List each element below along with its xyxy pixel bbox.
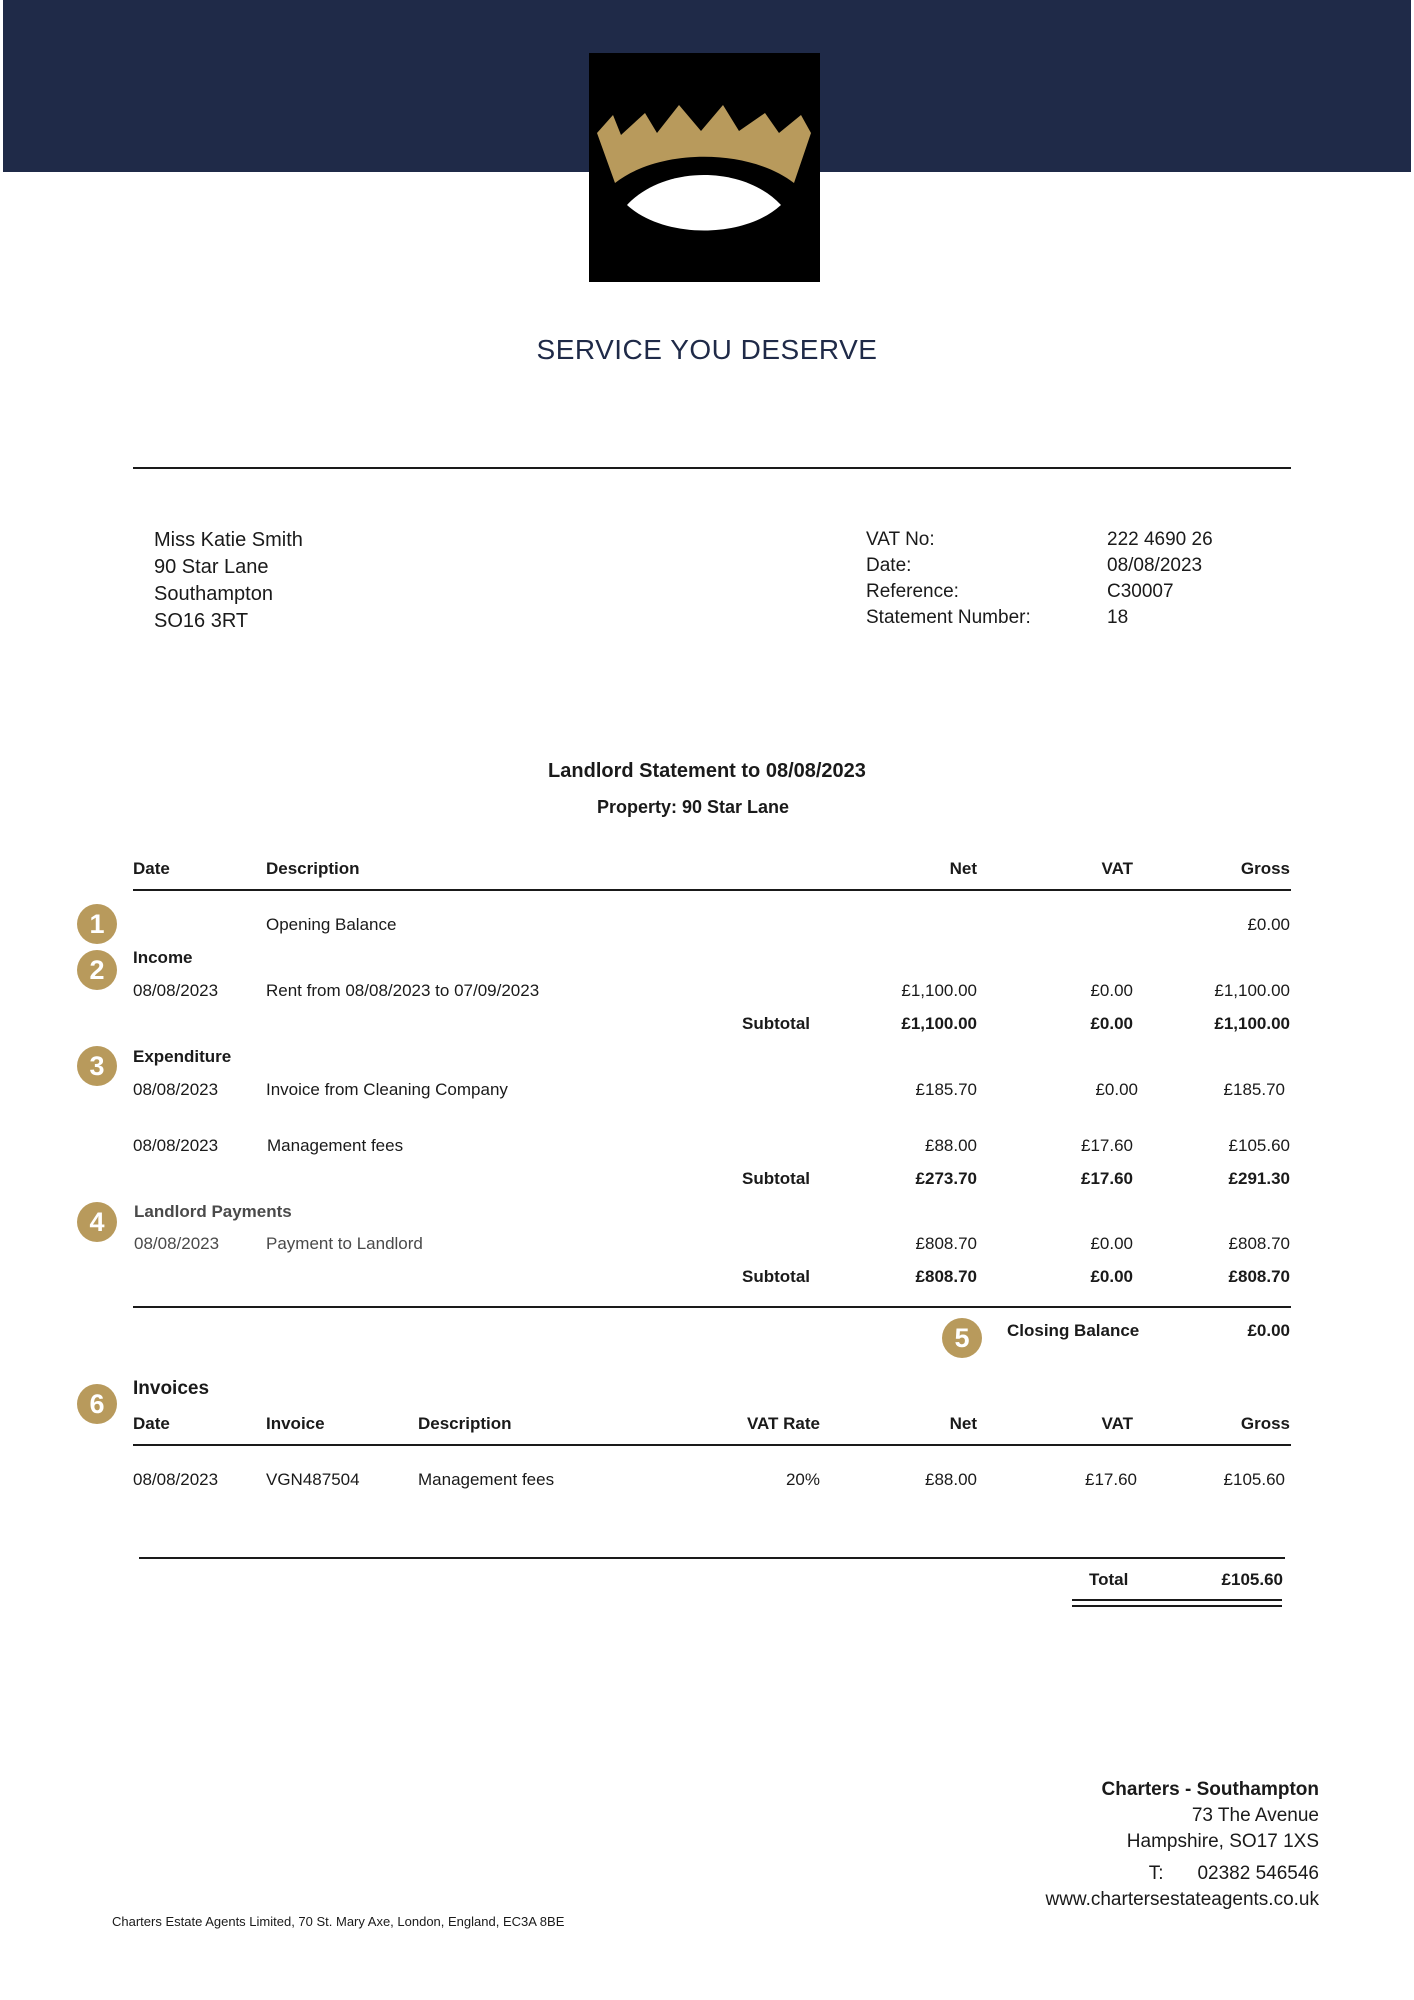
statement-property: Property: 90 Star Lane [596,797,790,817]
row-vat: £0.00 [1090,981,1133,1000]
row-net: £1,100.00 [901,981,977,1000]
invoice-total-value: £105.60 [1221,1570,1283,1589]
inv-row-date: 08/08/2023 [133,1470,219,1489]
inv-col-net: Net [949,1414,977,1433]
inv-col-description: Description [418,1414,512,1433]
expenditure-subtotal-net: £273.70 [915,1169,977,1188]
statement-title: Landlord Statement to 08/08/2023 [548,760,866,782]
row-description: Invoice from Cleaning Company [266,1080,508,1099]
opening-balance-gross: £0.00 [1247,915,1290,934]
meta-value: C30007 [1107,581,1174,602]
row-date: 08/08/2023 [134,1234,220,1253]
recipient-street: 90 Star Lane [154,556,269,578]
income-heading: Income [133,948,193,967]
col-header-date: Date [133,859,170,878]
col-header-net: Net [949,859,977,878]
expenditure-subtotal-vat: £17.60 [1081,1169,1133,1188]
invoice-header-rule [133,1444,1291,1446]
payments-heading: Landlord Payments [134,1202,292,1221]
payments-subtotal-net: £808.70 [915,1267,977,1286]
office-street: 73 The Avenue [1191,1805,1319,1826]
row-gross: £808.70 [1228,1234,1290,1253]
inv-col-date: Date [133,1414,170,1433]
row-gross: £1,100.00 [1214,981,1290,1000]
header-divider [133,467,1291,469]
income-subtotal-vat: £0.00 [1090,1014,1133,1033]
expenditure-heading: Expenditure [133,1047,232,1066]
opening-balance-label: Opening Balance [266,915,397,934]
row-date: 08/08/2023 [133,981,219,1000]
total-double-rule-top [1072,1599,1282,1601]
table-header-rule [133,889,1291,891]
step-badge-2: 2 [77,950,117,990]
inv-row-net: £88.00 [925,1470,977,1489]
row-gross: £105.60 [1228,1136,1290,1155]
closing-balance-value: £0.00 [1247,1321,1290,1340]
col-header-vat: VAT [1101,859,1133,878]
inv-row-vat-rate: 20% [785,1470,820,1489]
step-badge-6: 6 [77,1384,117,1424]
inv-col-gross: Gross [1240,1414,1290,1433]
company-logo [589,53,820,282]
recipient-city: Southampton [154,583,273,605]
row-net: £185.70 [915,1080,977,1099]
row-net: £808.70 [915,1234,977,1253]
inv-row-description: Management fees [418,1470,555,1489]
row-description: Payment to Landlord [266,1234,423,1253]
tagline: SERVICE YOU DESERVE [536,334,878,365]
row-date: 08/08/2023 [133,1136,219,1155]
row-description: Management fees [267,1136,404,1155]
inv-col-vat-rate: VAT Rate [746,1414,820,1433]
invoices-heading: Invoices [133,1378,210,1399]
row-description: Rent from 08/08/2023 to 07/09/2023 [266,981,540,1000]
total-double-rule-bottom [1072,1605,1282,1607]
legal-footer: Charters Estate Agents Limited, 70 St. Mary Axe, London, England, EC3A 8BE [112,1914,565,1929]
recipient-postcode: SO16 3RT [154,610,249,632]
inv-row-vat: £17.60 [1085,1470,1137,1489]
telephone-number: 02382 546546 [1197,1863,1319,1884]
telephone-label: T: [1148,1863,1164,1884]
meta-value: 222 4690 26 [1107,529,1213,550]
recipient-name: Miss Katie Smith [154,529,303,551]
meta-label: Reference: [866,581,959,602]
row-vat: £17.60 [1081,1136,1133,1155]
office-contact [1045,1777,1319,1913]
meta-label: VAT No: [866,529,935,550]
income-subtotal-net: £1,100.00 [901,1014,977,1033]
step-badge-3: 3 [77,1046,117,1086]
office-name: Charters - Southampton [1101,1779,1319,1800]
payments-subtotal-label: Subtotal [742,1267,810,1286]
inv-col-vat: VAT [1101,1414,1133,1433]
step-badge-4: 4 [77,1202,117,1242]
row-date: 08/08/2023 [133,1080,219,1099]
closing-rule [133,1306,1291,1308]
meta-value: 18 [1107,607,1129,628]
inv-row-gross: £105.60 [1223,1470,1285,1489]
office-region: Hampshire, SO17 1XS [1126,1831,1319,1852]
row-vat: £0.00 [1095,1080,1138,1099]
row-net: £88.00 [925,1136,977,1155]
step-badge-1: 1 [77,904,117,944]
payments-subtotal-gross: £808.70 [1228,1267,1290,1286]
meta-label: Date: [866,555,912,576]
inv-row-invoice: VGN487504 [266,1470,360,1489]
crown-icon [589,53,820,282]
closing-balance-label: Closing Balance [1007,1321,1140,1340]
office-website[interactable]: www.chartersestateagents.co.uk [1045,1889,1319,1910]
col-header-gross: Gross [1240,859,1290,878]
step-badge-5: 5 [942,1318,982,1358]
recipient-address [154,527,303,635]
expenditure-subtotal-label: Subtotal [742,1169,810,1188]
meta-label: Statement Number: [866,607,1031,628]
invoice-total-label: Total [1089,1570,1129,1589]
invoice-total-rule [139,1557,1285,1559]
payments-subtotal-vat: £0.00 [1090,1267,1133,1286]
office-telephone [1045,1861,1319,1887]
row-vat: £0.00 [1090,1234,1133,1253]
expenditure-subtotal-gross: £291.30 [1228,1169,1290,1188]
meta-value: 08/08/2023 [1107,555,1203,576]
col-header-description: Description [266,859,360,878]
income-subtotal-label: Subtotal [742,1014,810,1033]
row-gross: £185.70 [1223,1080,1285,1099]
inv-col-invoice: Invoice [266,1414,325,1433]
income-subtotal-gross: £1,100.00 [1214,1014,1290,1033]
